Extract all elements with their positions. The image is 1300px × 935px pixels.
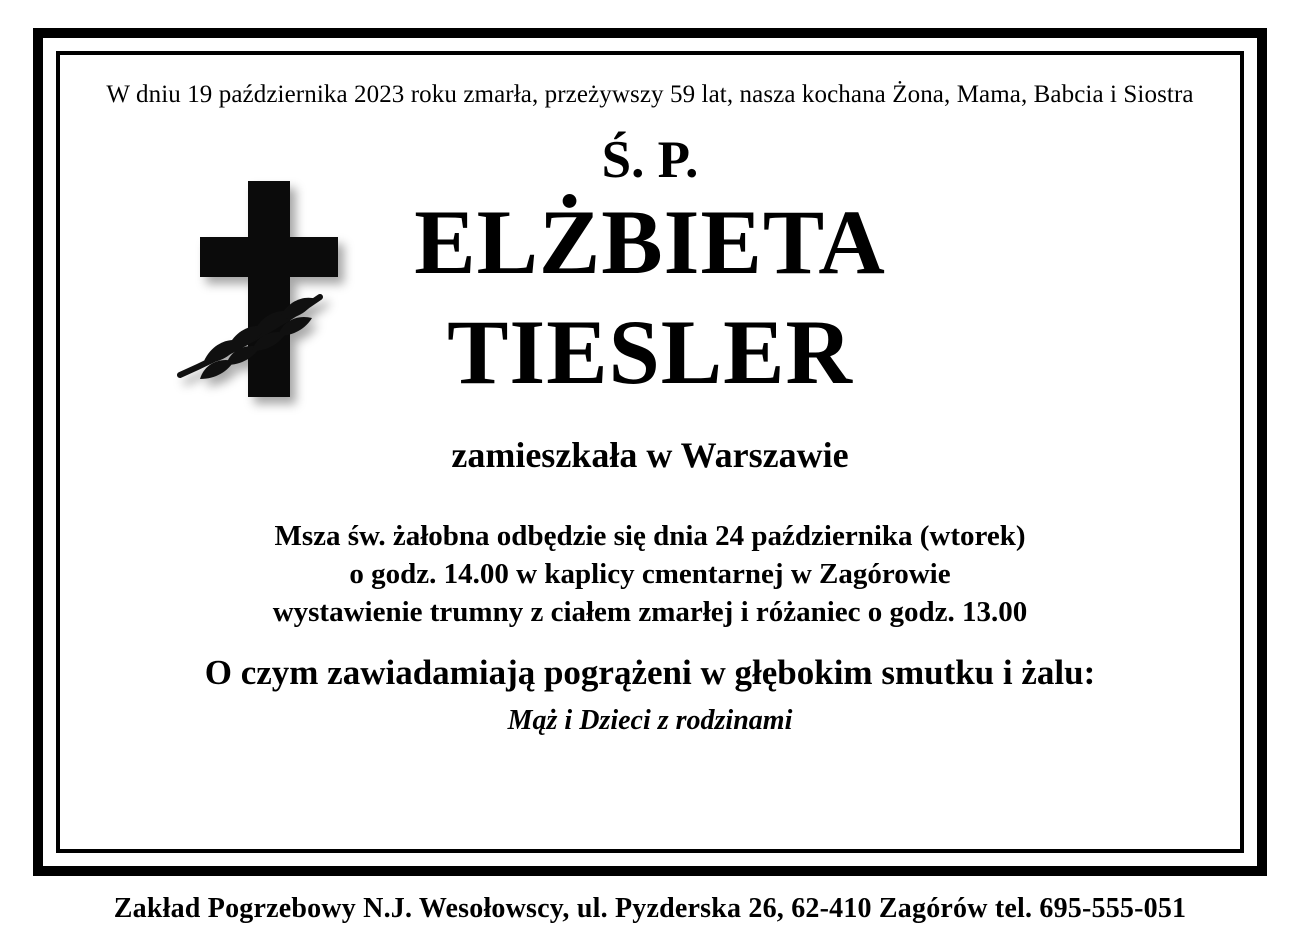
lead-line: W dniu 19 października 2023 roku zmarła, przeżywszy 59 lat, nasza kochana Żona, Mama, Babcia i Siostra (106, 81, 1194, 108)
family-signature: Mąż i Dzieci z rodzinami (507, 705, 793, 737)
mass-line-3: wystawienie trumny z ciałem zmarłej i różaniec o godz. 13.00 (272, 595, 1028, 628)
cross-with-palm-branch-icon (170, 175, 390, 405)
residence-line: zamieszkała w Warszawie (451, 435, 849, 476)
obituary-notice-body (56, 51, 1244, 853)
deceased-last-name: TIESLER (447, 301, 853, 404)
mass-details (90, 518, 1210, 631)
deceased-first-name: ELŻBIETA (414, 190, 886, 293)
honorific: Ś. P. (601, 130, 699, 189)
funeral-home-footer: Zakład Pogrzebowy N.J. Wesołowscy, ul. Pyzderska 26, 62-410 Zagórów tel. 695-555-051 (113, 893, 1187, 924)
mass-line-1: Msza św. żałobna odbędzie się dnia 24 października (wtorek) (274, 520, 1026, 553)
mass-line-2: o godz. 14.00 w kaplicy cmentarnej w Zagórowie (349, 557, 951, 590)
announcement-line: O czym zawiadamiają pogrążeni w głębokim smutku i żalu: (204, 653, 1096, 693)
obituary-notice-frame (33, 28, 1267, 876)
